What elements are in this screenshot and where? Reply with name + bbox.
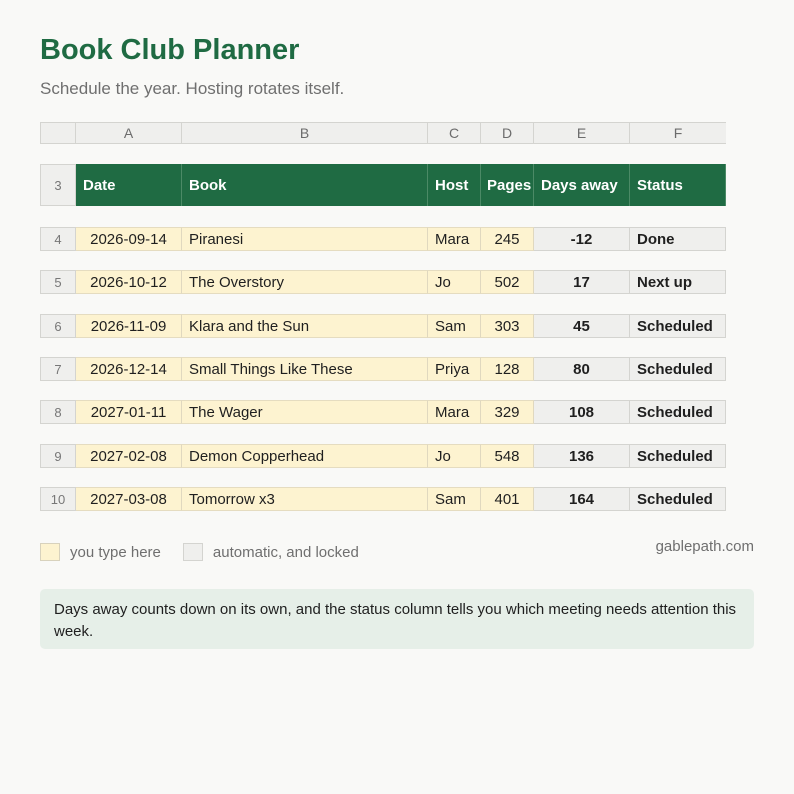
cell-status[interactable]: Scheduled: [630, 314, 726, 338]
cell-date[interactable]: 2026-11-09: [76, 314, 182, 338]
cell-status[interactable]: Done: [630, 227, 726, 251]
table-header-row: [40, 164, 726, 206]
legend-auto-label: automatic, and locked: [212, 543, 359, 561]
header-pages[interactable]: Pages: [481, 164, 534, 206]
cell-days-away[interactable]: 45: [534, 314, 630, 338]
page-title: Book Club Planner: [40, 34, 300, 66]
row-number[interactable]: 6: [40, 314, 76, 338]
auto-swatch: [183, 543, 203, 561]
cell-days-away[interactable]: 164: [534, 487, 630, 511]
cell-pages[interactable]: 303: [481, 314, 534, 338]
cell-book[interactable]: Small Things Like These: [182, 357, 428, 381]
column-header-c[interactable]: C: [428, 122, 481, 144]
column-header-d[interactable]: D: [481, 122, 534, 144]
header-book[interactable]: Book: [182, 164, 428, 206]
cell-days-away[interactable]: 136: [534, 444, 630, 468]
cell-date[interactable]: 2027-01-11: [76, 400, 182, 424]
legend: [40, 543, 381, 561]
cell-days-away[interactable]: 80: [534, 357, 630, 381]
cell-pages[interactable]: 245: [481, 227, 534, 251]
cell-book[interactable]: Piranesi: [182, 227, 428, 251]
row-number[interactable]: 7: [40, 357, 76, 381]
cell-days-away[interactable]: -12: [534, 227, 630, 251]
column-header-e[interactable]: E: [534, 122, 630, 144]
column-header-b[interactable]: B: [182, 122, 428, 144]
brand-label: gablepath.com: [655, 538, 754, 555]
header-date[interactable]: Date: [76, 164, 182, 206]
row-number[interactable]: 5: [40, 270, 76, 294]
cell-status[interactable]: Next up: [630, 270, 726, 294]
cell-book[interactable]: Tomorrow x3: [182, 487, 428, 511]
cell-host[interactable]: Sam: [428, 314, 481, 338]
cell-pages[interactable]: 502: [481, 270, 534, 294]
cell-status[interactable]: Scheduled: [630, 357, 726, 381]
cell-days-away[interactable]: 108: [534, 400, 630, 424]
input-swatch: [40, 543, 60, 561]
row-number[interactable]: 8: [40, 400, 76, 424]
cell-status[interactable]: Scheduled: [630, 400, 726, 424]
cell-date[interactable]: 2026-09-14: [76, 227, 182, 251]
cell-host[interactable]: Jo: [428, 444, 481, 468]
cell-date[interactable]: 2027-03-08: [76, 487, 182, 511]
row-number[interactable]: 9: [40, 444, 76, 468]
header-status[interactable]: Status: [630, 164, 726, 206]
column-header-a[interactable]: A: [76, 122, 182, 144]
legend-input-label: you type here: [70, 543, 161, 561]
cell-book[interactable]: The Wager: [182, 400, 428, 424]
cell-pages[interactable]: 128: [481, 357, 534, 381]
header-days-away[interactable]: Days away: [534, 164, 630, 206]
cell-pages[interactable]: 401: [481, 487, 534, 511]
column-header-row: [40, 122, 726, 144]
column-header-f[interactable]: F: [630, 122, 726, 144]
cell-date[interactable]: 2026-10-12: [76, 270, 182, 294]
cell-status[interactable]: Scheduled: [630, 444, 726, 468]
table-row: [40, 487, 726, 511]
cell-book[interactable]: The Overstory: [182, 270, 428, 294]
table-row: [40, 227, 726, 251]
row-number[interactable]: 3: [40, 164, 76, 206]
cell-host[interactable]: Jo: [428, 270, 481, 294]
table-row: [40, 270, 726, 294]
cell-pages[interactable]: 548: [481, 444, 534, 468]
info-note: Days away counts down on its own, and the status column tells you which meeting needs attention this week.: [40, 589, 754, 649]
cell-host[interactable]: Priya: [428, 357, 481, 381]
table-row: [40, 400, 726, 424]
cell-host[interactable]: Sam: [428, 487, 481, 511]
cell-book[interactable]: Klara and the Sun: [182, 314, 428, 338]
cell-date[interactable]: 2027-02-08: [76, 444, 182, 468]
cell-host[interactable]: Mara: [428, 227, 481, 251]
cell-status[interactable]: Scheduled: [630, 487, 726, 511]
row-number[interactable]: 4: [40, 227, 76, 251]
cell-host[interactable]: Mara: [428, 400, 481, 424]
corner-cell[interactable]: [40, 122, 76, 144]
page-subtitle: Schedule the year. Hosting rotates itself.: [40, 79, 345, 98]
row-number[interactable]: 10: [40, 487, 76, 511]
table-row: [40, 314, 726, 338]
table-row: [40, 357, 726, 381]
header-host[interactable]: Host: [428, 164, 481, 206]
cell-pages[interactable]: 329: [481, 400, 534, 424]
cell-book[interactable]: Demon Copperhead: [182, 444, 428, 468]
table-row: [40, 444, 726, 468]
cell-days-away[interactable]: 17: [534, 270, 630, 294]
cell-date[interactable]: 2026-12-14: [76, 357, 182, 381]
